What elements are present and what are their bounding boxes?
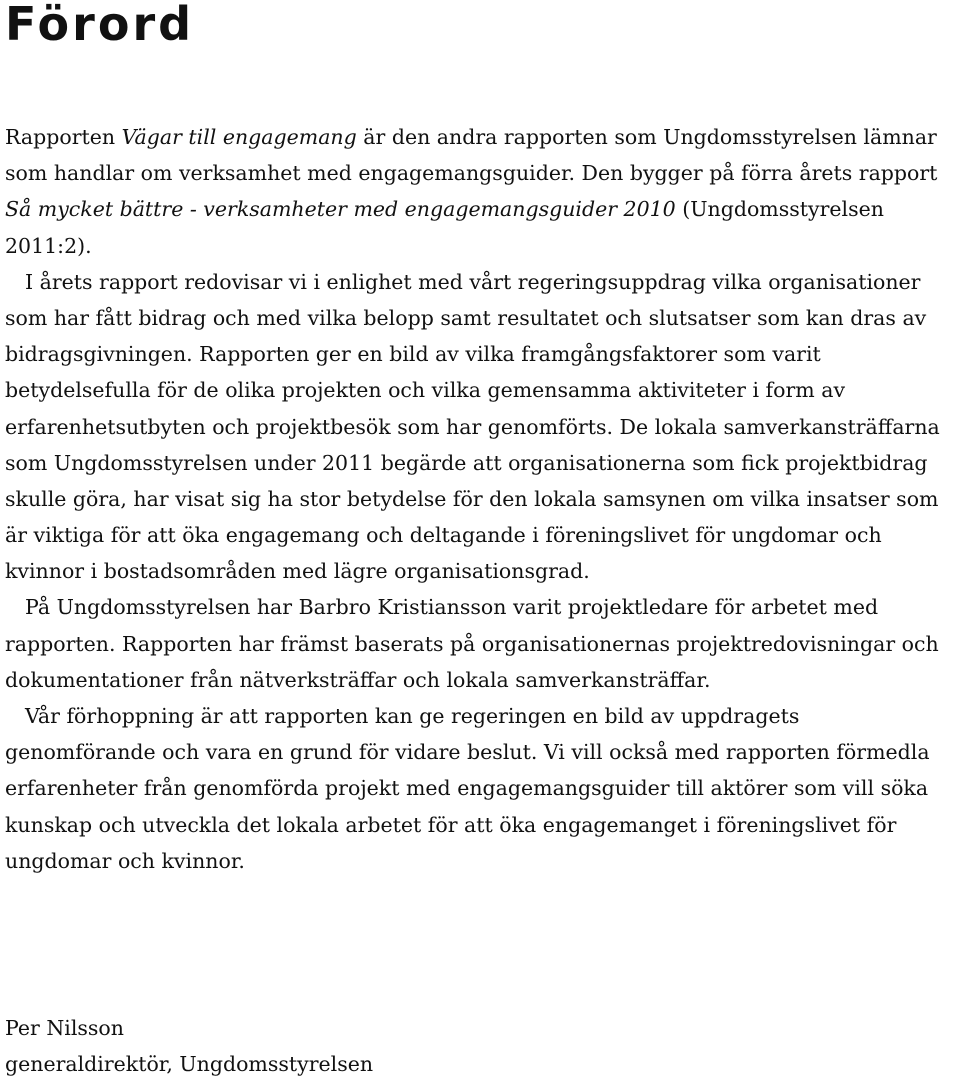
text-line [5,517,955,553]
text-line [5,481,955,517]
text-run: 2011:2). [5,233,92,258]
text-run: Vår förhoppning är att rapporten kan ge regeringen en bild av uppdragets [25,704,800,728]
page-title: Förord [5,0,195,51]
text-line [5,770,955,806]
text-line [5,300,955,336]
text-run: som har fått bidrag och med vilka belopp samt resultatet och slutsatser som kan dras av [5,305,927,330]
text-run: bidragsgivningen. Rapporten ger en bild av vilka framgångsfaktorer som varit [5,342,821,367]
text-run: som handlar om verksamhet med engagemangsguider. Den bygger på förra årets rapport [5,161,938,186]
text-line [5,553,955,589]
text-line [5,191,955,227]
text-line [5,264,955,300]
text-run: erfarenhetsutbyten och projektbesök som har genomförts. De lokala samverkansträffarna [5,414,940,439]
text-line [5,336,955,372]
text-run: I årets rapport redovisar vi i enlighet med vårt regeringsuppdrag vilka organisationer [25,269,921,294]
document-body [5,119,955,879]
text-run: är den andra rapporten som Ungdomsstyrelsen lämnar [356,125,937,149]
text-line [5,445,955,481]
text-line [5,228,955,264]
signature-name: Per Nilsson [5,1016,124,1040]
text-line [5,626,955,662]
report-title: Vägar till engagemang [121,125,357,149]
text-run: betydelsefulla för de olika projekten och vilka gemensamma aktiviteter i form av [5,378,846,403]
text-line [5,807,955,843]
paragraph [5,119,955,264]
text-run: som Ungdomsstyrelsen under 2011 begärde att organisationerna som fick projektbidrag [5,450,928,475]
text-run: kunskap och utveckla det lokala arbetet för att öka engagemanget i föreningslivet för [5,812,897,837]
text-line [5,662,955,698]
text-run: kvinnor i bostadsområden med lägre organisationsgrad. [5,559,590,584]
text-line [5,409,955,445]
text-line [5,119,955,155]
paragraph [5,589,955,698]
text-line [5,698,955,734]
text-run: skulle göra, har visat sig ha stor betydelse för den lokala samsynen om vilka insatser som [5,486,939,511]
report-title: Så mycket bättre - verksamheter med engagemangsguider 2010 [5,197,676,222]
text-run: dokumentationer från nätverksträffar och lokala samverkansträffar. [5,667,711,692]
signature-block [5,1010,373,1082]
text-run: (Ungdomsstyrelsen [675,197,884,222]
text-line [5,372,955,408]
signature-title: generaldirektör, Ungdomsstyrelsen [5,1052,374,1076]
text-run: är viktiga för att öka engagemang och deltagande i föreningslivet för ungdomar och [5,523,882,548]
text-run: Rapporten [5,125,122,149]
text-run: erfarenheter från genomförda projekt med engagemangsguider till aktörer som vill söka [5,776,929,801]
paragraph [5,264,955,590]
text-run: ungdomar och kvinnor. [5,848,245,873]
paragraph [5,698,955,879]
text-run: rapporten. Rapporten har främst baserats på organisationernas projektredovisningar och [5,631,939,656]
text-line [5,589,955,625]
text-run: På Ungdomsstyrelsen har Barbro Kristiansson varit projektledare för arbetet med [25,595,879,620]
text-run: genomförande och vara en grund för vidare beslut. Vi vill också med rapporten förmedla [5,740,930,765]
text-line [5,155,955,191]
text-line [5,843,955,879]
text-line [5,734,955,770]
